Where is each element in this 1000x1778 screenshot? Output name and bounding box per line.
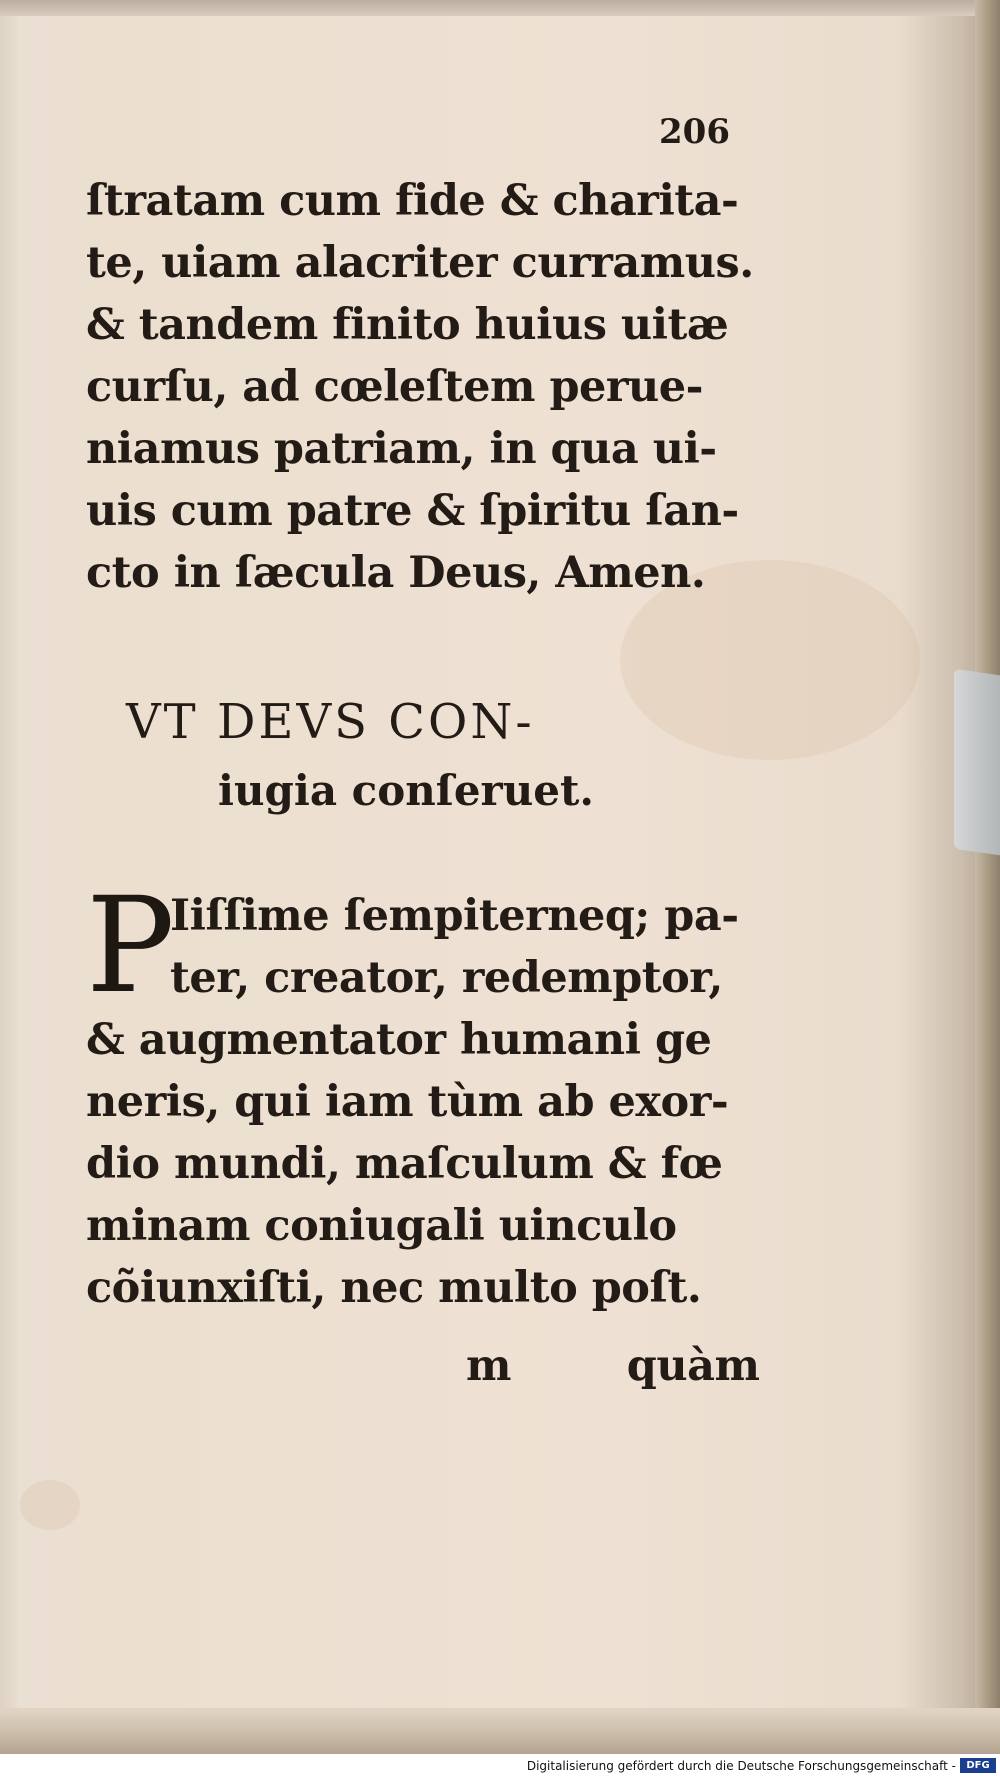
- page-bottom-edge: [0, 1708, 1000, 1754]
- drop-cap-letter: P: [86, 869, 175, 1023]
- text-line: Iiſſime ſempiterneq; pa-: [170, 891, 739, 941]
- text-line: cto in ſæcula Deus, Amen.: [86, 548, 706, 598]
- text-line: & tandem finito huius uitæ: [86, 300, 729, 350]
- text-line: neris, qui iam tùm ab exor-: [86, 1077, 729, 1127]
- paper-stain: [20, 1480, 80, 1530]
- section-heading: VT DEVS CON-: [126, 694, 535, 750]
- text-line: cõiunxiſti, nec multo poſt.: [86, 1263, 702, 1313]
- digitization-footer: [0, 1754, 1000, 1778]
- bookmark-strip: [954, 669, 1000, 855]
- text-line: niamus patriam, in qua ui-: [86, 424, 717, 474]
- section-subheading: iugia conſeruet.: [218, 766, 594, 815]
- text-line: ſtratam cum fide & charita-: [86, 176, 739, 226]
- text-line: ter, creator, redemptor,: [170, 953, 723, 1003]
- dfg-logo: DFG: [960, 1758, 996, 1773]
- page-right-edge: [975, 0, 1000, 1754]
- footer-credit-text: Digitalisierung gefördert durch die Deutsche Forschungsgemeinschaft -: [526, 1759, 956, 1773]
- text-line: te, uiam alacriter curramus.: [86, 238, 754, 288]
- text-line: uis cum patre & ſpiritu ſan-: [86, 486, 739, 536]
- page-top-edge: [0, 0, 1000, 16]
- text-line: dio mundi, maſculum & fœ: [86, 1139, 723, 1189]
- text-line: curſu, ad cœleſtem perue-: [86, 362, 704, 412]
- text-line: minam coniugali uinculo: [86, 1201, 677, 1251]
- page-number: 206: [659, 112, 730, 152]
- text-line: & augmentator humani ge: [86, 1015, 712, 1065]
- catchword-line: m quàm: [466, 1341, 760, 1391]
